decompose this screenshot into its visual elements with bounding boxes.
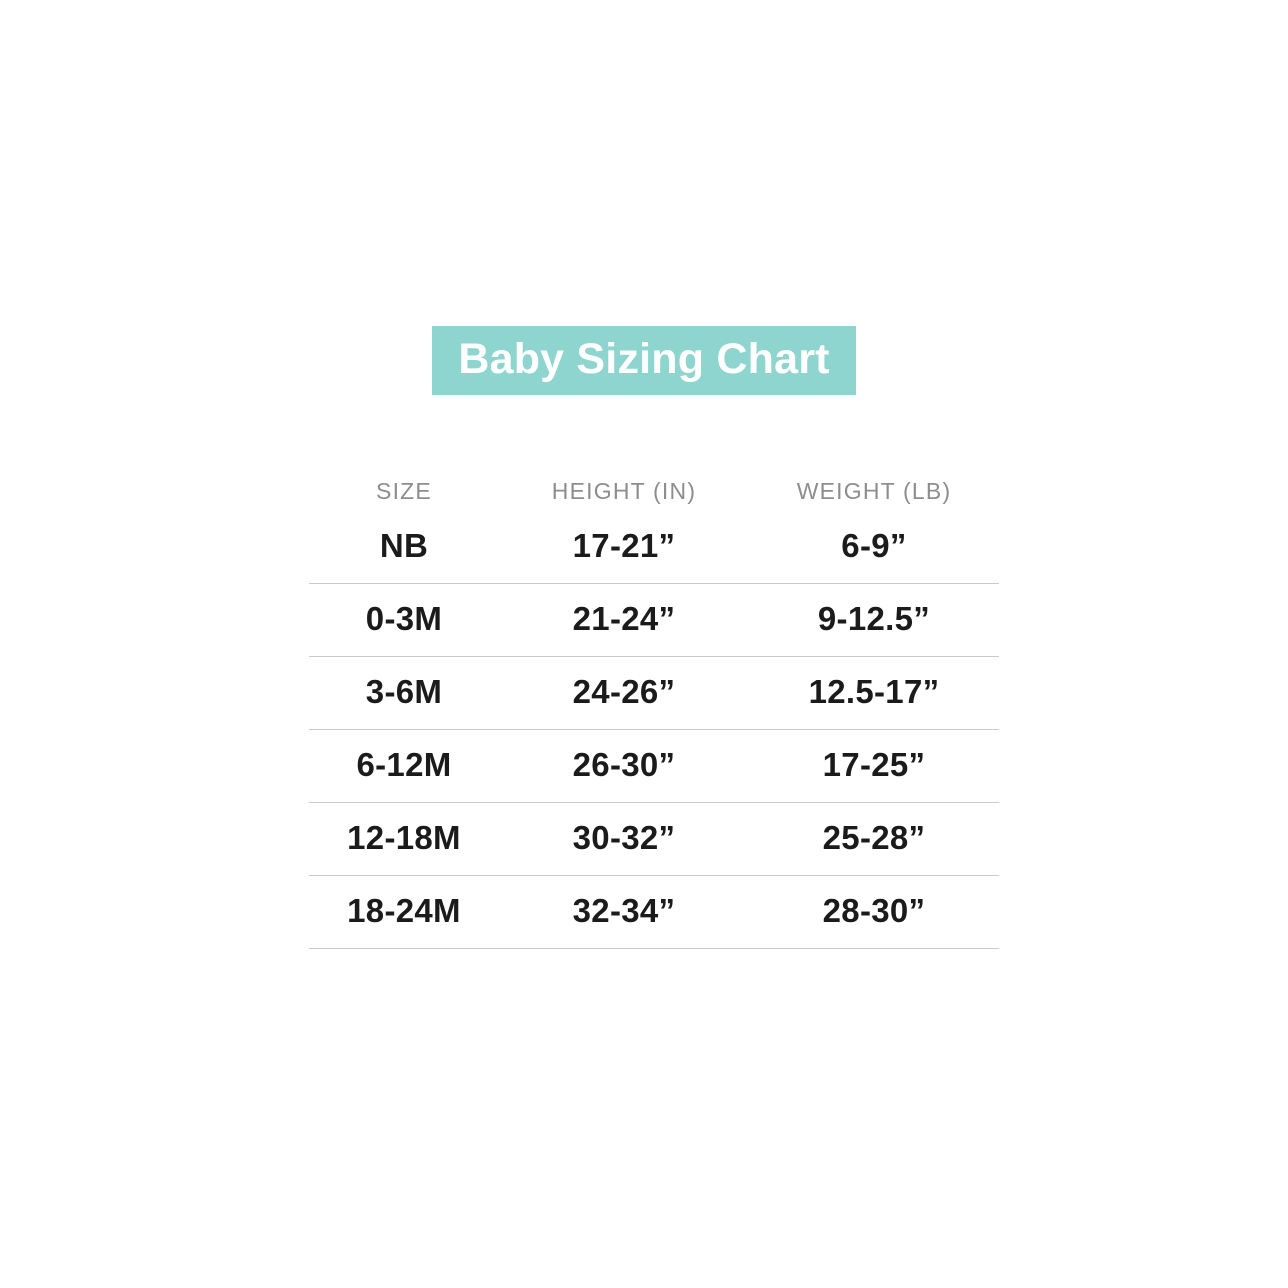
cell-weight: 28-30” xyxy=(749,876,999,949)
cell-height: 17-21” xyxy=(499,519,749,584)
table-row xyxy=(309,584,999,657)
cell-size: 3-6M xyxy=(309,657,499,730)
cell-size: NB xyxy=(309,519,499,584)
cell-height: 30-32” xyxy=(499,803,749,876)
table-header-row xyxy=(309,478,999,519)
table-row xyxy=(309,519,999,584)
column-header-size: SIZE xyxy=(376,478,432,504)
cell-size: 6-12M xyxy=(309,730,499,803)
sizing-table xyxy=(309,478,999,949)
cell-weight: 9-12.5” xyxy=(749,584,999,657)
table-row xyxy=(309,803,999,876)
sizing-table-container xyxy=(309,478,999,949)
column-header-height: HEIGHT (IN) xyxy=(551,478,697,504)
cell-weight: 25-28” xyxy=(749,803,999,876)
cell-height: 24-26” xyxy=(499,657,749,730)
cell-weight: 17-25” xyxy=(749,730,999,803)
cell-height: 21-24” xyxy=(499,584,749,657)
page-title-container xyxy=(0,326,1288,395)
table-body xyxy=(309,519,999,949)
table-header xyxy=(309,478,999,519)
table-row xyxy=(309,657,999,730)
cell-weight: 6-9” xyxy=(749,519,999,584)
cell-size: 12-18M xyxy=(309,803,499,876)
cell-size: 0-3M xyxy=(309,584,499,657)
table-row xyxy=(309,876,999,949)
cell-height: 26-30” xyxy=(499,730,749,803)
table-row xyxy=(309,730,999,803)
cell-size: 18-24M xyxy=(309,876,499,949)
cell-weight: 12.5-17” xyxy=(749,657,999,730)
column-header-weight: WEIGHT (LB) xyxy=(796,478,952,504)
cell-height: 32-34” xyxy=(499,876,749,949)
page-title: Baby Sizing Chart xyxy=(432,326,855,395)
